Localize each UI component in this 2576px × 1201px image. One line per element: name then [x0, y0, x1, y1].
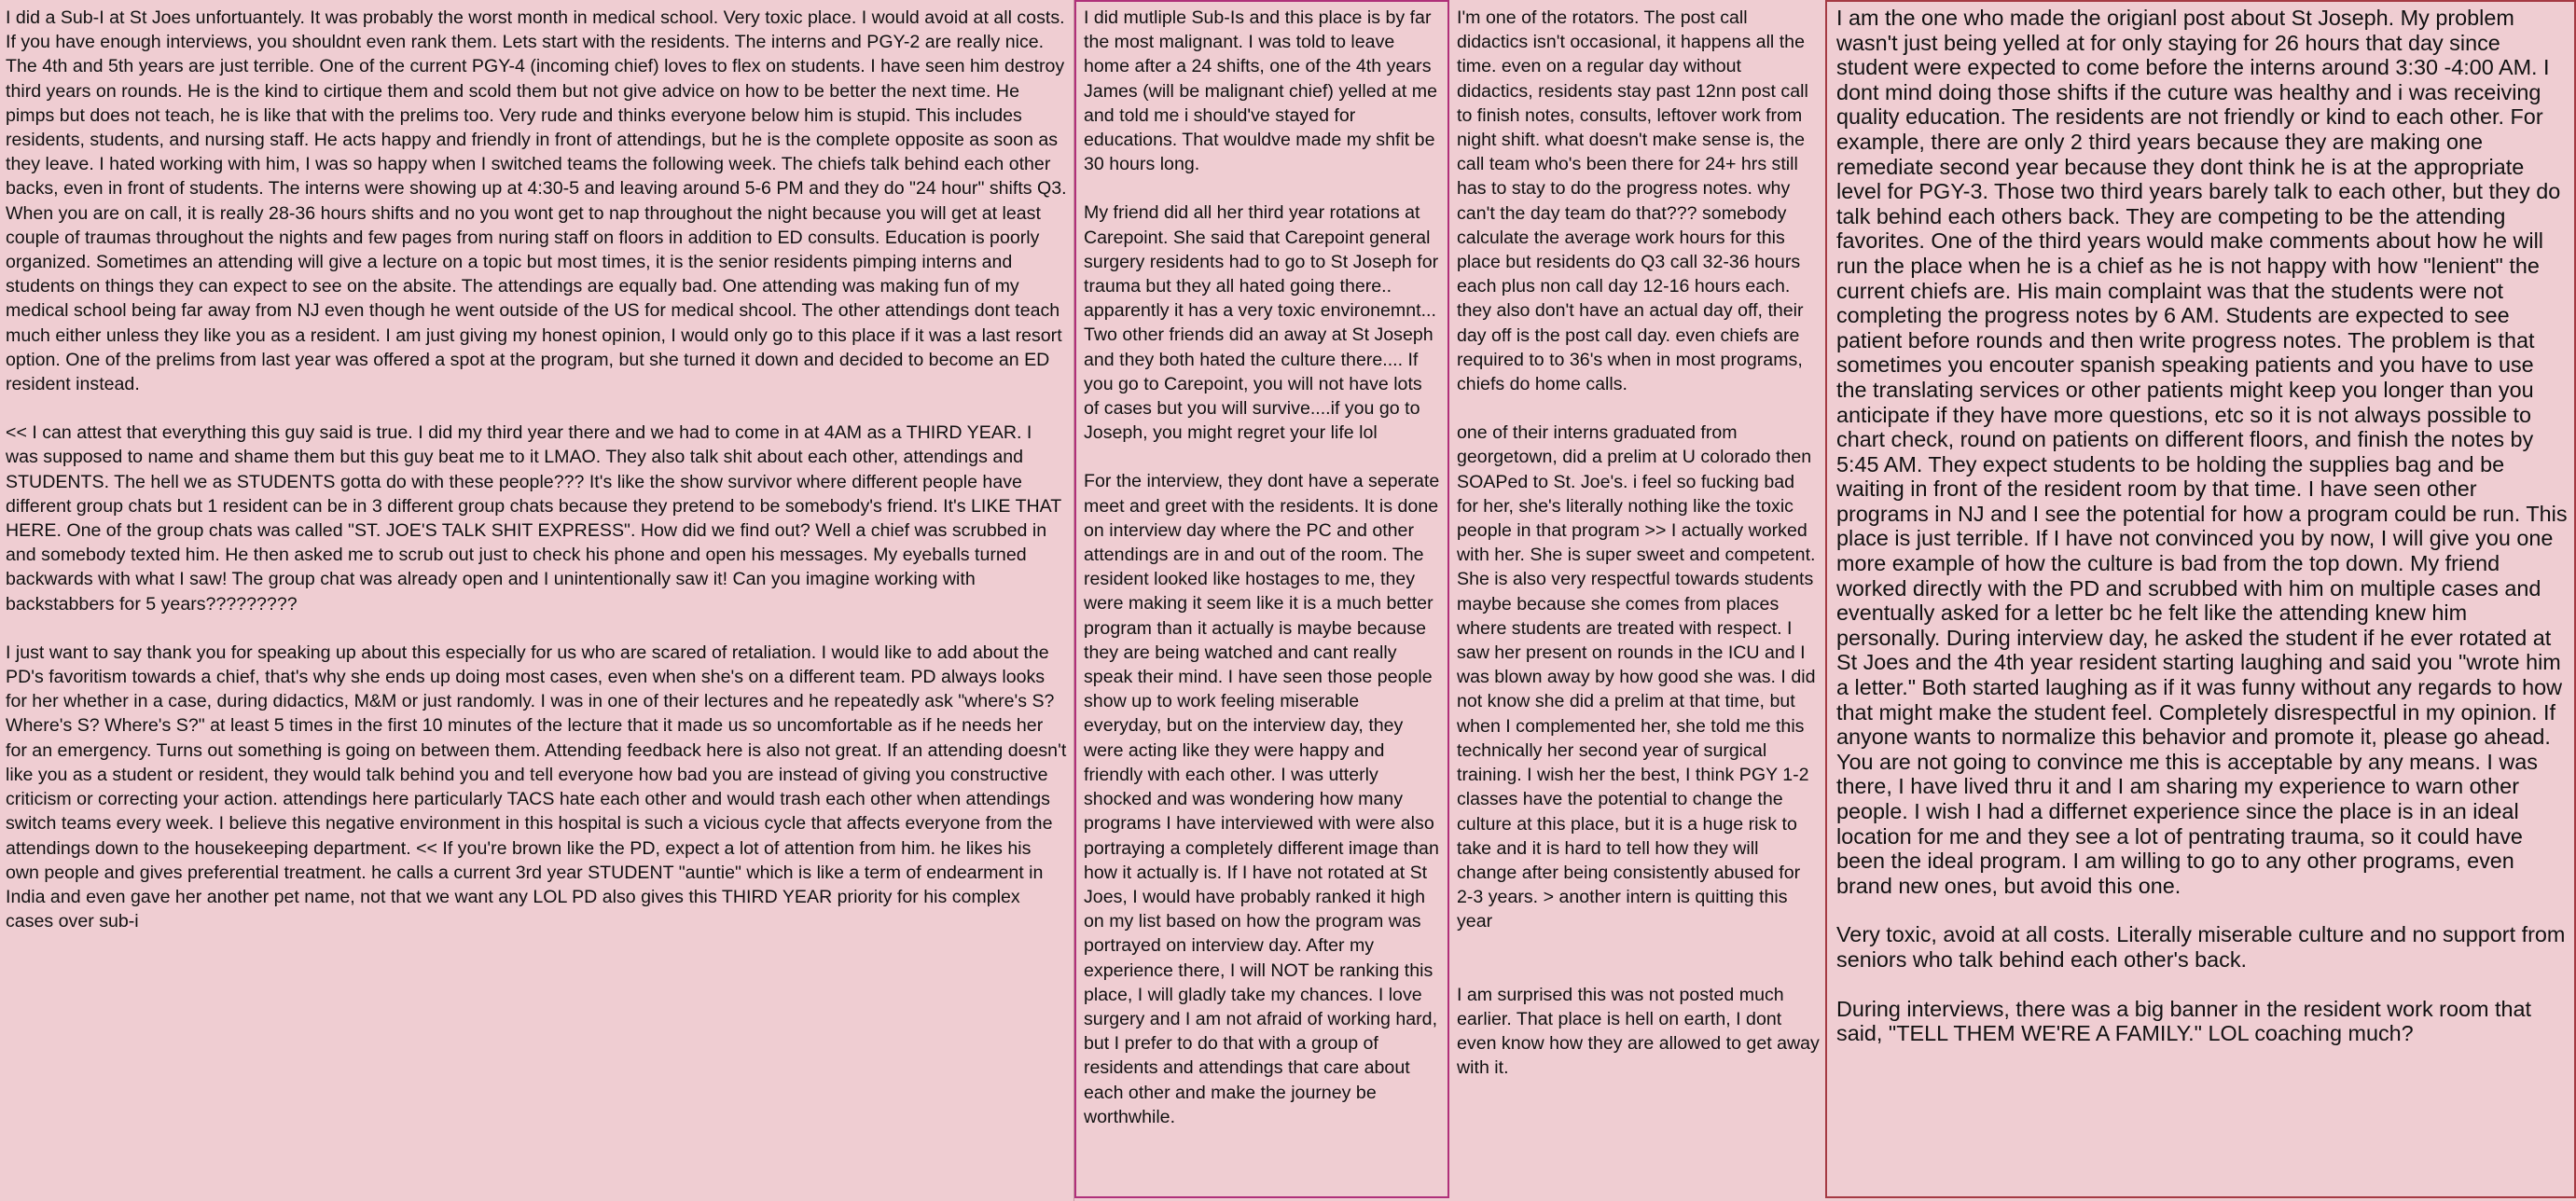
comment-paragraph: I did a Sub-I at St Joes unfortuantely. It was probably the worst month in medical school. Very toxic place. I would avoid at all costs. If you have enough interviews, you shouldnt even rank them. Lets start with the residents. The interns and PGY-2 are really nice. The 4th and 5th years are just terrible. One of the current PGY-4 (incoming chief) loves to flex on students. I have seen him destroy third years on rounds. He is the kind to cirtique them and scold them but not give advice on how to be better the next time. He pimps but does not teach, he is like that with the prelims too. Very rude and thinks everyone below him is stupid. This includes residents, students, and nursing staff. He acts happy and friendly in front of attendings, but he is the complete opposite as soon as they leave. I hated working with him, I was so happy when I switched teams the following week. The chiefs talk behind each other backs, even in front of students. The interns were showing up at 4:30-5 and leaving around 5-6 PM and they do "24 hour" shifts Q3. When you are on call, it is really 28-36 hours shifts and no you wont get to nap throughout the night because you will get at least couple of traumas throughout the nights and few pages from nuring staff on floors in addition to ED consults. Education is poorly organized. Sometimes an attending will give a lecture on a topic but most times, it is the senior residents pimping interns and students on things they can expect to see on the absite. The attendings are equally bad. One attending was making fun of my medical school being far away from NJ even though he went outside of the US for medical shcool. The other attendings dont teach much either unless they like you as a resident. I am just giving my honest opinion, I would only go to this place if it was a last resort option. One of the prelims from last year was offered a spot at the program, but she turned it down and decided to become an ED resident instead. — [6, 7, 1067, 395]
comment-column-3 — [1451, 0, 1825, 1201]
comment-column-4 — [1825, 0, 2576, 1198]
comment-paragraph: For the interview, they dont have a seperate meet and greet with the residents. It is done on interview day where the PC and other attendings are in and out of the room. The resident looked like hostages to me, they were making it seem like it is a much better program than it actually is maybe because they are being watched and cant really speak their mind. I have seen those people show up to work feeling miserable everyday, but on the interview day, they were acting like they were happy and friendly with each other. I was utterly shocked and was wondering how many programs I have interviewed with were also portraying a completely different image than how it actually is. If I have not rotated at St Joes, I would have probably ranked it high on my list based on how the program was portrayed on interview day. After my experience there, I will NOT be ranking this place, I will gladly take my chances. I love surgery and I am not afraid of working hard, but I prefer to do that with a group of residents and attendings that care about each other and make the journey be worthwhile. — [1084, 471, 1440, 1127]
comment-paragraph: I am surprised this was not posted much earlier. That place is hell on earth, I dont even know how they are allowed to get away with it. — [1457, 984, 1820, 1079]
comment-paragraph: one of their interns graduated from georgetown, did a prelim at U colorado then SOAPed to St. Joe's. i feel so fucking bad for her, she's literally nothing like the toxic people in that program >> I actually worked with her. She is super sweet and competent. She is also very respectful towards students maybe because she comes from places where students are treated with respect. I saw her present on rounds in the ICU and I was blown away by how good she was. I did not know she did a prelim at that time, but when I complemented her, she told me this technically her second year of surgical training. I wish her the best, I think PGY 1-2 classes have the potential to change the culture at this place, but it is a huge risk to take and it is hard to tell how they will change after being consistently abused for 2-3 years. > another intern is quitting this year — [1457, 422, 1816, 932]
comment-paragraph: I just want to say thank you for speaking up about this especially for us who are scared of retaliation. I would like to add about the PD's favoritism towards a chief, that's why she ends up doing most cases, even when she's on a different team. PD always looks for her whether in a case, during didactics, M&M or just randomly. I was in one of their lectures and he repeatedly ask "where's S? Where's S? Where's S?" at least 5 times in the first 10 minutes of the lecture that it made us so uncomfortable as if he needs her for an emergency. Turns out something is going on between them. Attending feedback here is also not great. If an attending doesn't like you as a student or resident, they would talk behind you and tell everyone how bad you are instead of giving you constructive criticism or correcting your action. attendings here particularly TACS hate each other and would trash each other when attendings switch teams every week. I believe this negative environment in this hospital is such a vicious cycle that affects everyone from the attendings down to the housekeeping department. << If you're brown like the PD, expect a lot of attention from him. he likes his own people and gives preferential treatment. he calls a current 3rd year STUDENT "auntie" which is like a term of endearment in India and even gave her another pet name, not that we want any LOL PD also gives this THIRD YEAR priority for his complex cases over sub-i — [6, 642, 1067, 932]
comment-paragraph: My friend did all her third year rotations at Carepoint. She said that Carepoint general surgery residents had to go to St Joseph for trauma but they all hated going there.. apparently it has a very toxic environemnt... Two other friends did an away at St Joseph and they both hated the culture there.... If you go to Carepoint, you will not have lots of cases but you will survive....if you go to Joseph, you might regret your life lol — [1084, 202, 1439, 444]
comment-paragraph: I'm one of the rotators. The post call didactics isn't occasional, it happens all the time. even on a regular day without didactics, residents stay past 12nn post call to finish notes, consults, leftover work from night shift. what doesn't make sense is, the call team who's been there for 24+ hrs still has to stay to do the progress notes. why can't the day team do that??? somebody calculate the average work hours for this place but residents do Q3 call 32-36 hours each plus non call day 12-16 hours each. they also don't have an actual day off, their day off is the post call day. even chiefs are required to to 36's when in most programs, chiefs do home calls. — [1457, 7, 1808, 395]
comment-paragraph: During interviews, there was a big banner in the resident work room that said, "TELL THEM WE'RE A FAMILY." LOL coaching much? — [1836, 996, 2531, 1046]
comment-paragraph: Very toxic, avoid at all costs. Literally miserable culture and no support from seniors who talk behind each other's back. — [1836, 922, 2566, 972]
comment-paragraph: I am the one who made the origianl post about St Joseph. My problem wasn't just being yelled at for only staying for 26 hours that day since student were expected to come before the interns around 3:30 -4:00 AM. I dont mind doing those shifts if the cuture was healthy and i was receiving quality education. The residents are not friendly or kind to each other. For example, there are only 2 third years because they are making one remediate second year because they dont think he is at the appropriate level for PGY-3. Those two third years barely talk to each other, but they do talk behind each others back. They are competing to be the attending favorites. One of the third years would make comments about how he will run the place when he is a chief as he is not happy with how "lenient" the current chiefs are. His main complaint was that the students were not completing the progress notes by 6 AM. Students are expected to see patient before rounds and then write progress notes. The problem is that sometimes you encouter spanish speaking patients and you have to use the translating services or other patients might keep you longer than you anticipate if they have more questions, etc so it is not always possible to chart check, round on patients on different floors, and finish the notes by 5:45 AM. They expect students to be holding the supplies bag and be waiting in front of the resident room by that time. I have seen other programs in NJ and I see the potential for how a program could be run. This place is just terrible. If I have not convinced you by now, I will give you one more example of how the culture is bad from the top down. My friend worked directly with the PD and scrubbed with him on multiple cases and eventually asked for a letter bc he felt like the attending knew him personally. During interview day, he asked the student if he ever rotated at St Joes and the 4th year resident starting laughing and said you "wrote him a letter." Both started laughing as if it was funny without any regards to how that might make the student feel. Completely disrespectful in my opinion. If anyone wants to normalize this behavior and promote it, please go ahead. You are not going to convince me this is acceptable by any means. I was there, I have lived thru it and I am sharing my experience to warn other people. I wish I had a differnet experience since the place is in an ideal location for me and they see a lot of pentrating trauma, so it could have been the ideal program. I am willing to go to any other programs, even brand new ones, but avoid this one. — [1836, 6, 2568, 898]
comment-column-2 — [1074, 0, 1449, 1198]
comment-paragraph: I did mutliple Sub-Is and this place is by far the most malignant. I was told to leave home after a 24 shifts, one of the 4th years James (will be malignant chief) yelled at me and told me i should've stayed for educations. That wouldve made my shfit be 30 hours long. — [1084, 7, 1437, 175]
comment-column-1 — [0, 0, 1074, 1201]
comment-paragraph: << I can attest that everything this guy said is true. I did my third year there and we had to come in at 4AM as a THIRD YEAR. I was supposed to name and shame them but this guy beat me to it LMAO. They also talk shit about each other, attendings and STUDENTS. The hell we as STUDENTS gotta do with these people??? It's like the show survivor where different people have different group chats but 1 resident can be in 3 different group chats because they pretend to be somebody's friend. It's LIKE THAT HERE. One of the group chats was called "ST. JOE'S TALK SHIT EXPRESS". How did we find out? Well a chief was scrubbed in and somebody texted him. He then asked me to scrub out just to check his phone and open his messages. My eyeballs turned backwards with what I saw! The group chat was already open and I unintentionally saw it! Can you imagine working with backstabbers for 5 years????????? — [6, 422, 1061, 614]
